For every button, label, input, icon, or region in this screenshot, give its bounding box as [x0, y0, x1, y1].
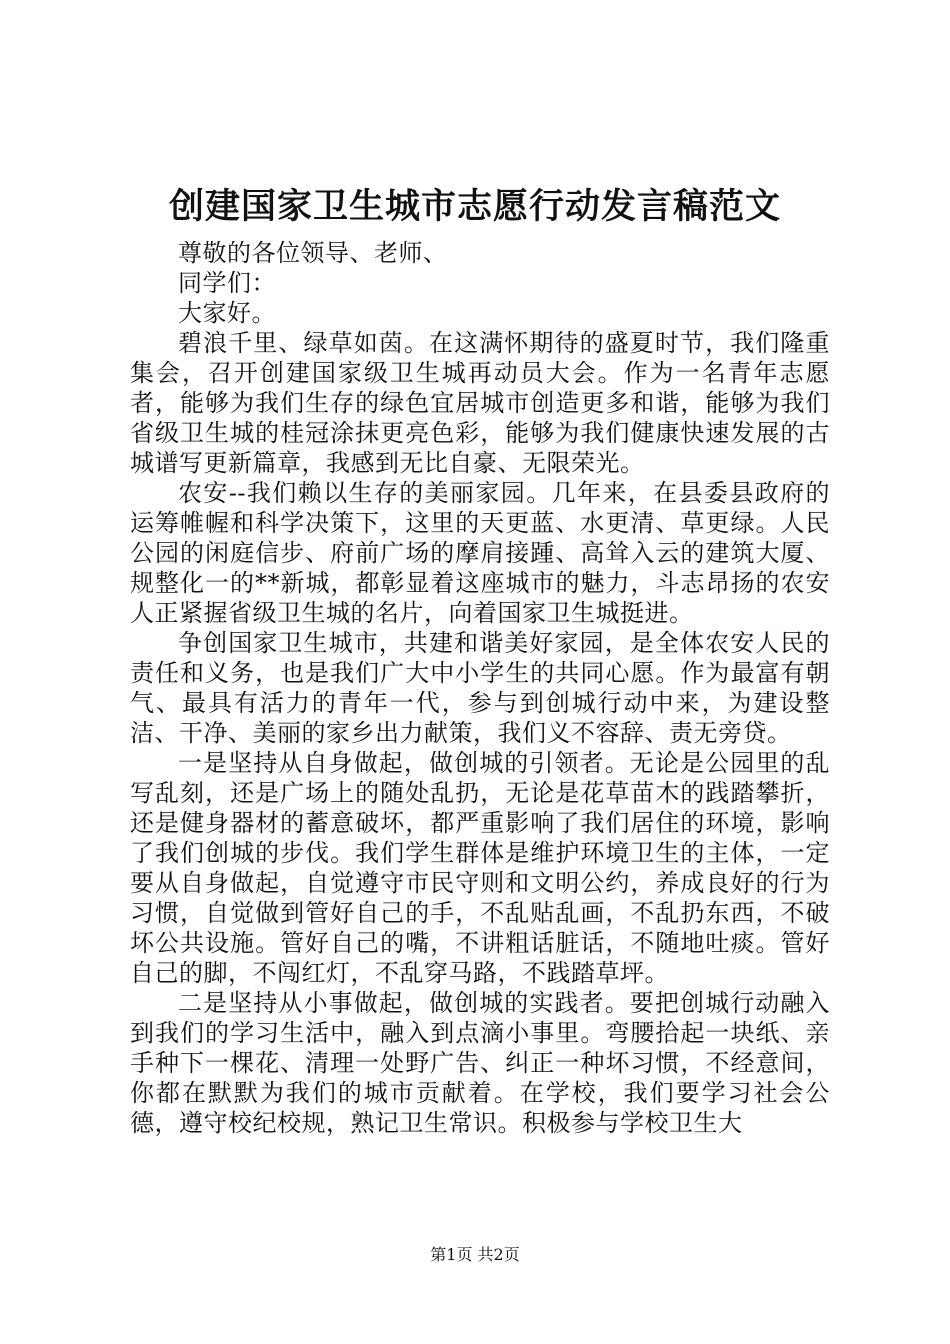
greeting-line: 大家好。: [178, 299, 276, 327]
body-paragraph: 二是坚持从小事做起，做创城的实践者。要把创城行动融入到我们的学习生活中，融入到点滴小事里。弯腰拾起一块纸、亲手种下一棵花、清理一处野广告、纠正一种坏习惯，不经意间，你都在默默为我们的城市贡献着。在学校，我们要学习社会公德，遵守校纪校规，熟记卫生常识。积极参与学校卫生大: [130, 989, 830, 1137]
document-title: 创建国家卫生城市志愿行动发言稿范文: [168, 186, 781, 227]
salutation-line: 尊敬的各位领导、老师、: [178, 239, 448, 267]
body-paragraph: 一是坚持从自身做起，做创城的引领者。无论是公园里的乱写乱刻，还是广场上的随处乱扔，无论是花草苗木的践踏攀折，还是健身器材的蓄意破坏，都严重影响了我们居住的环境，影响了我们创城的步伐。我们学生群体是维护环境卫生的主体，一定要从自身做起，自觉遵守市民守则和文明公约，养成良好的行为习惯，自觉做到管好自己的手，不乱贴乱画，不乱扔东西，不破坏公共设施。管好自己的嘴，不讲粗话脏话，不随地吐痰。管好自己的脚，不闯红灯，不乱穿马路，不践踏草坪。: [130, 749, 830, 987]
body-paragraph: 农安--我们赖以生存的美丽家园。几年来，在县委县政府的运筹帷幄和科学决策下，这里的天更蓝、水更清、草更绿。人民公园的闲庭信步、府前广场的摩肩接踵、高耸入云的建筑大厦、规整化一的**新城，都彰显着这座城市的魅力，斗志昂扬的农安人正紧握省级卫生城的名片，向着国家卫生城挺进。: [130, 479, 830, 627]
page-number-footer: 第1页 共2页: [430, 1245, 520, 1264]
document-body: [130, 238, 830, 1138]
body-paragraph: 争创国家卫生城市，共建和谐美好家园，是全体农安人民的责任和义务，也是我们广大中小学生的共同心愿。作为最富有朝气、最具有活力的青年一代，参与到创城行动中来，为建设整洁、干净、美丽的家乡出力献策，我们义不容辞、责无旁贷。: [130, 629, 830, 747]
body-paragraph: 碧浪千里、绿草如茵。在这满怀期待的盛夏时节，我们隆重集会，召开创建国家级卫生城再动员大会。作为一名青年志愿者，能够为我们生存的绿色宜居城市创造更多和谐，能够为我们省级卫生城的桂冠涂抹更亮色彩，能够为我们健康快速发展的古城谱写更新篇章，我感到无比自豪、无限荣光。: [130, 329, 830, 477]
salutation-line: 同学们：: [178, 269, 276, 297]
